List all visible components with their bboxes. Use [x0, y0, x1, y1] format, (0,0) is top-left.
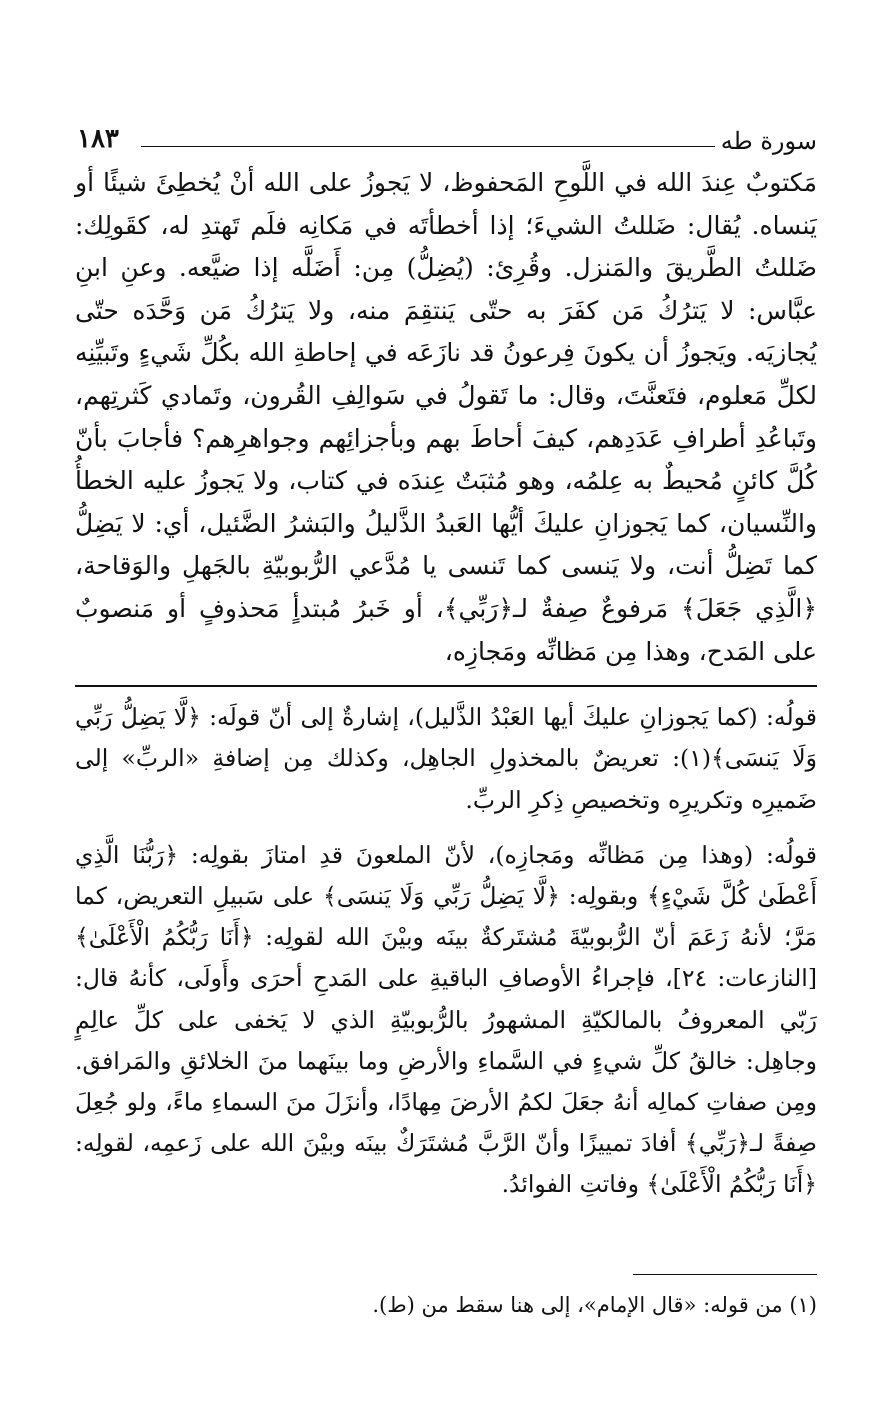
surah-title: سورة طه	[720, 127, 817, 155]
commentary-paragraph-2: قولُه: (وهذا مِن مَظانِّه ومَجازِه)، لأنّ الملعونَ قدِ امتازَ بقولِه: ﴿رَبُّنَا الَّذِي أَعْطَىٰ كُلَّ شَيْءٍ﴾ وبقولِه: ﴿لَّا يَضِلُّ رَبِّي وَلَا يَنسَى﴾ على سَبيلِ التعريض، كما مَرَّ؛ لأنهُ زَعَمَ أنّ الرُّبوبيّةَ مُشتَركةٌ بينَه وبيْنَ الله لقولِه: ﴿أَنَا رَبُّكُمُ الْأَعْلَىٰ﴾ [النازعات: ٢٤]، فإجراءُ الأوصافِ الباقيةِ على المَدحِ أحرَى وأَولَى، كأنهُ قال: رَبّي المعروفُ بالمالكيّةِ المشهورُ بالرُّبوبيّةِ الذي لا يَخفى على كلِّ عالِمٍ وجاهِل: خالقُ كلِّ شيءٍ في السَّماءِ والأرضِ وما بينَهما منَ الخلائقِ والمَرافق. ومِن صفاتِ كمالِه أنهُ جعَلَ لكمُ الأرضَ مِهادًا، وأنزَلَ منَ السماءِ ماءً، ولو جُعِلَ صِفةً لـ﴿رَبِّي﴾ أفادَ تمييزًا وأنّ الرَّبَّ مُشتَرَكٌ بينَه وبيْنَ الله على زَعمِه، لقولِه: ﴿أَنَا رَبُّكُمُ الْأَعْلَىٰ﴾ وفاتتِ الفوائدُ.	[75, 840, 817, 1199]
commentary-paragraph-1: قولُه: (كما يَجوزانِ عليكَ أيها العَبْدُ الذَّليل)، إشارةٌ إلى أنّ قولَه: ﴿لَّا يَضِلُّ رَبِّي وَلَا يَنسَى﴾(١): تعريضٌ بالمخذولِ الجاهِل، وكذلك مِن إضافةِ «الربِّ» إلى ضَميرِه وتكريرِه وتخصيصِ ذِكرِ الربِّ.	[75, 703, 817, 814]
main-text	[75, 162, 817, 673]
commentary	[75, 697, 817, 1205]
book-page	[75, 118, 817, 1317]
footnote-rule	[633, 1274, 817, 1275]
header-rule	[141, 146, 715, 147]
commentary-divider	[75, 685, 817, 687]
page-number: ١٨٣	[77, 124, 119, 154]
main-paragraph: مَكتوبٌ عِندَ الله في اللَّوحِ المَحفوظ، لا يَجوزُ على الله أنْ يُخطِئَ شيئًا أو يَنساه. يُقال: ضَللتُ الشيءَ؛ إذا أخطأتَه في مَكانِه فلَم تَهتدِ له، كقَولِك: ضَللتُ الطَّريقَ والمَنزل. وقُرِئ: (يُضِلُّ) مِن: أَضَلَّه إذا ضيَّعه. وعنِ ابنِ عبَّاس: لا يَترُكُ مَن كفَرَ به حتّى يَنتقِمَ منه، ولا يَترُكُ مَن وَحَّدَه حتّى يُجازيَه. ويَجوزُ أن يكونَ فِرعونُ قد نازَعَه في إحاطةِ الله بكُلِّ شَيءٍ وتَبيِّنِه لكلِّ مَعلوم، فتَعنَّتَ، وقال: ما تَقولُ في سَوالِفِ القُرون، وتَمادي كَثرتِهم، وتَباعُدِ أطرافِ عَدَدِهم، كيفَ أحاطَ بهم وبأجزائِهم وجواهرِهم؟ فأجابَ بأنّ كُلَّ كائنٍ مُحيطٌ به عِلمُه، وهو مُثبَتٌ عِندَه في كتاب، ولا يَجوزُ عليه الخطأُ والنِّسيان، كما يَجوزانِ عليكَ أيُّها العَبدُ الذَّليلُ والبَشرُ الضَّئيل، أي: لا يَضِلُّ كما تَضِلُّ أنت، ولا يَنسى كما تَنسى يا مُدَّعي الرُّبوبيّةِ بالجَهلِ والوَقاحة، ﴿الَّذِي جَعَلَ﴾ مَرفوعٌ صِفةٌ لـ﴿رَبِّي﴾، أو خَبرُ مُبتدأٍ مَحذوفٍ أو مَنصوبٌ على المَدح، وهذا مِن مَظانِّه ومَجازِه،	[75, 168, 817, 666]
running-header	[75, 118, 817, 162]
footnote: (١) من قوله: «قال الإمام»، إلى هنا سقط من (ط).	[372, 1293, 817, 1317]
